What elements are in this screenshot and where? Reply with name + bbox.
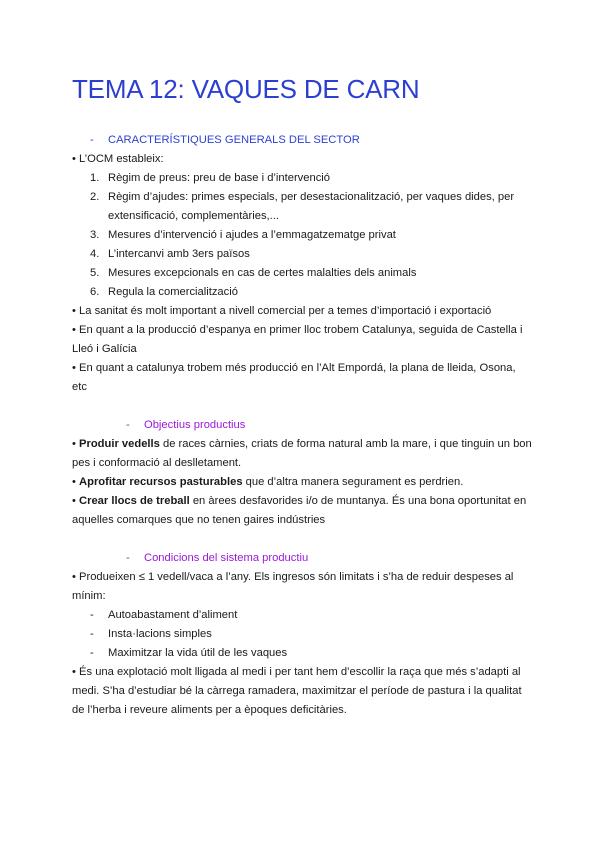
ocm-list xyxy=(72,169,532,302)
list-item: - Insta·lacions simples xyxy=(90,628,212,640)
section-heading-characteristics xyxy=(72,131,532,150)
conditions-list xyxy=(72,606,532,663)
heading-dash: - xyxy=(126,419,130,431)
ocm-intro: • L’OCM estableix: xyxy=(72,153,164,165)
list-item: 6. Regula la comercialització xyxy=(90,286,238,298)
heading-text: Condicions del sistema productiu xyxy=(144,552,309,564)
heading-dash: - xyxy=(90,134,94,146)
paragraph-produeixen: • Produeixen ≤ 1 vedell/vaca a l’any. Els ingresos són limitats i s’ha de reduir despeses al mínim: xyxy=(72,571,514,602)
section-heading-objectives xyxy=(72,416,532,435)
heading-text: CARACTERÍSTIQUES GENERALS DEL SECTOR xyxy=(108,134,360,146)
list-item: 5. Mesures excepcionals en cas de certes malalties dels animals xyxy=(90,267,417,279)
page-title: TEMA 12: VAQUES DE CARN xyxy=(72,74,420,104)
document-body xyxy=(72,131,532,720)
heading-text: Objectius productius xyxy=(144,419,246,431)
section-heading-conditions xyxy=(72,549,532,568)
list-item: 3. Mesures d’intervenció i ajudes a l’emmagatzematge privat xyxy=(90,229,396,241)
objective-aprofitar: • Aprofitar recursos pasturables que d’altra manera segurament es perdrien. xyxy=(72,476,464,488)
heading-dash: - xyxy=(126,552,130,564)
list-item: - Maximitzar la vida útil de les vaques xyxy=(90,647,288,659)
paragraph-explotacio: • És una explotació molt lligada al medi i per tant hem d’escollir la raça que més s’adapti al medi. S’ha d’estudiar bé la càrrega ramadera, maximitzar el període de pastura i la qualitat de l’herba i reveure aliments per a èpoques deficitàries. xyxy=(72,666,522,716)
list-item: - Autoabastament d’aliment xyxy=(90,609,238,621)
objective-crear: • Crear llocs de treball en àrees desfavorides i/o de muntanya. És una bona oportunitat en aquelles comarques que no tenen gaires indústries xyxy=(72,495,527,526)
list-item: 1. Règim de preus: preu de base i d’intervenció xyxy=(90,172,331,184)
list-item: 2. Règim d’ajudes: primes especials, per desestacionalització, per vaques dides, per extensificació, complementàries,... xyxy=(90,191,515,222)
paragraph-produccio-catalunya: • En quant a catalunya trobem més producció en l’Alt Empordá, la plana de lleida, Osona, etc xyxy=(72,362,516,393)
list-item: 4. L’intercanvi amb 3ers països xyxy=(90,248,250,260)
objective-produir: • Produir vedells de races càrnies, criats de forma natural amb la mare, i que tinguin un bon pes i conformació al deslletament. xyxy=(72,438,532,469)
paragraph-produccio-espanya: • En quant a la producció d’espanya en primer lloc trobem Catalunya, seguida de Castella i Lleó i Galícia xyxy=(72,324,523,355)
paragraph-sanitat: • La sanitat és molt important a nivell comercial per a temes d’importació i exportació xyxy=(72,305,492,317)
